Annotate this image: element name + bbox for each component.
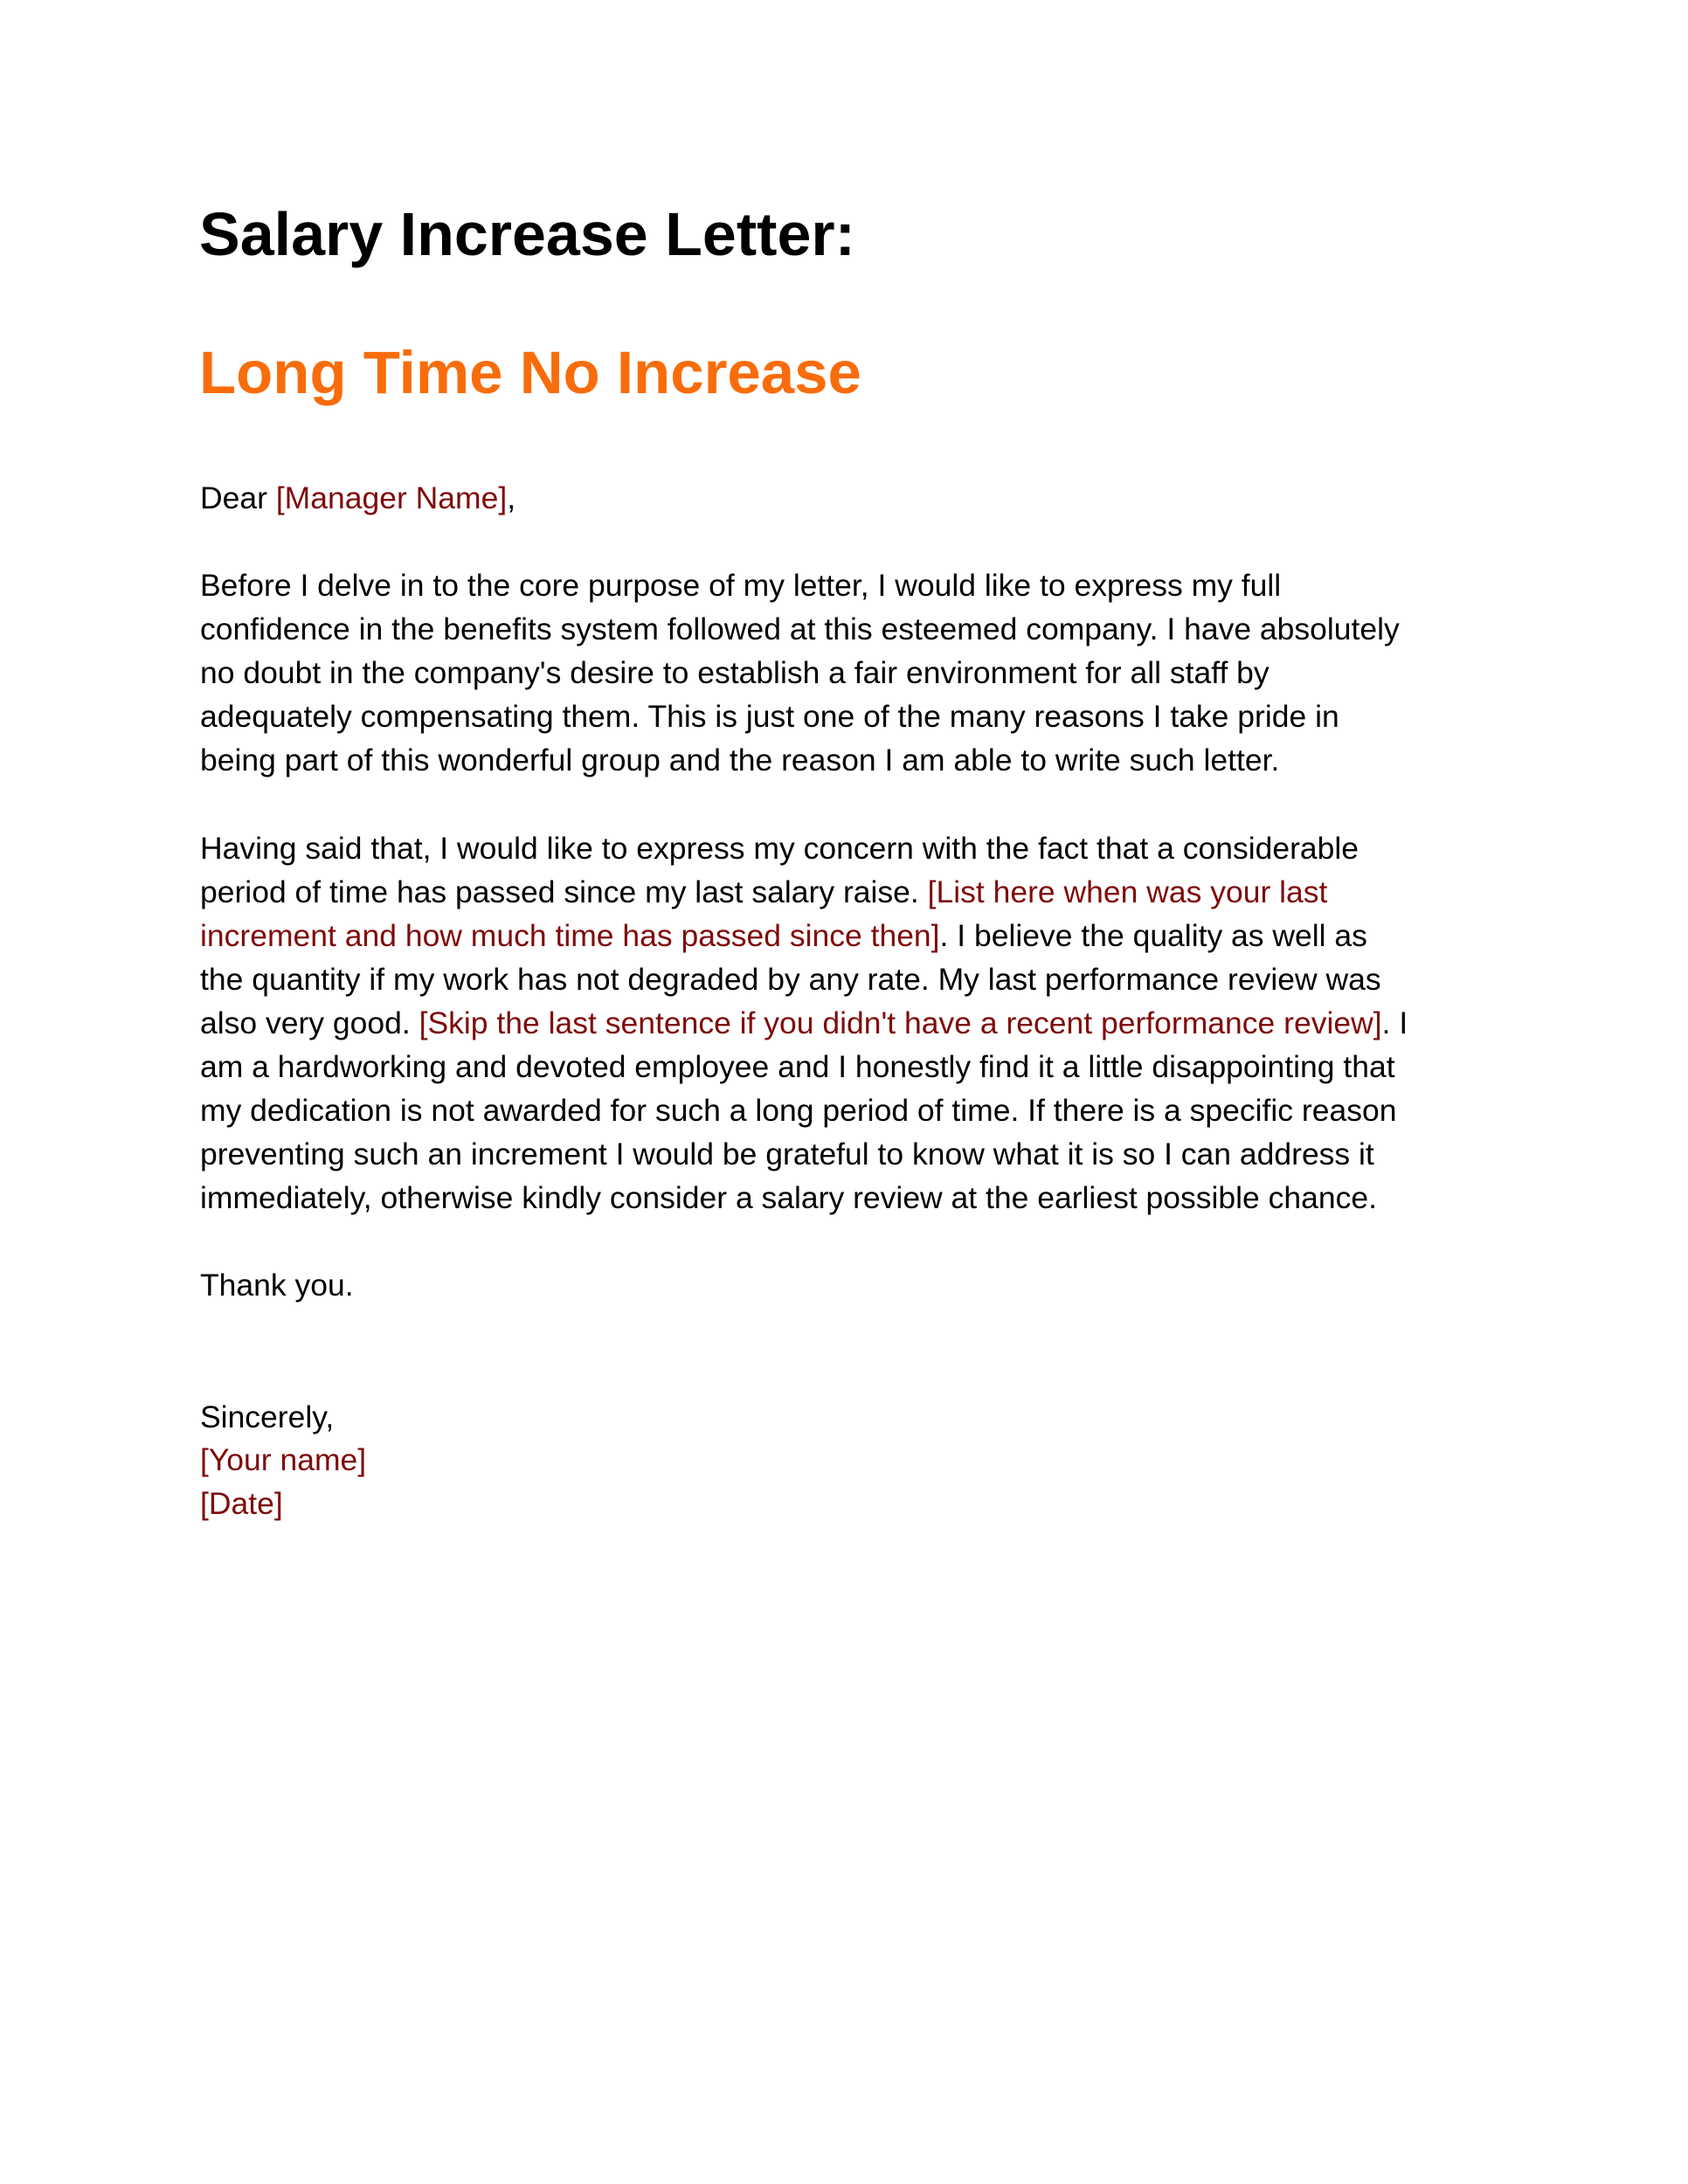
- paragraph-line: adequately compensating them. This is just one of the many reasons I take pride in: [200, 699, 1339, 734]
- signature-date-placeholder: [Date]: [200, 1486, 283, 1521]
- paragraph-line: [200, 1001, 1408, 1045]
- paragraph-line: [200, 914, 1367, 957]
- manager-name-placeholder: [Manager Name]: [275, 480, 508, 515]
- paragraph-line: being part of this wonderful group and the reason I am able to write such letter.: [200, 743, 1280, 778]
- paragraph-line: preventing such an increment I would be grateful to know what it is so I can address it: [200, 1137, 1374, 1171]
- paragraph-line: my dedication is not awarded for such a long period of time. If there is a specific reason: [200, 1093, 1397, 1128]
- document-subtitle: Long Time No Increase: [199, 339, 861, 406]
- performance-review-placeholder: [Skip the last sentence if you didn't have a recent performance review]: [419, 1006, 1382, 1040]
- paragraph-line: immediately, otherwise kindly consider a salary review at the earliest possible chance.: [200, 1180, 1377, 1215]
- document-title: Salary Increase Letter:: [199, 200, 855, 268]
- paragraph-text: also very good.: [200, 1006, 419, 1040]
- paragraph-line: no doubt in the company's desire to establish a fair environment for all staff by: [200, 655, 1269, 690]
- paragraph-line: am a hardworking and devoted employee and I honestly find it a little disappointing that: [200, 1049, 1395, 1084]
- paragraph-line: Before I delve in to the core purpose of my letter, I would like to express my full: [200, 568, 1282, 603]
- closing-line: Sincerely,: [200, 1400, 335, 1434]
- thanks-line: Thank you.: [200, 1268, 354, 1303]
- paragraph-text: . I: [1381, 1006, 1408, 1040]
- greeting-suffix: ,: [507, 480, 516, 515]
- paragraph-text: . I believe the quality as well as: [939, 918, 1367, 953]
- paragraph-line: Having said that, I would like to express my concern with the fact that a considerable: [200, 831, 1359, 866]
- greeting-prefix: Dear: [200, 480, 276, 515]
- signature-name-placeholder: [Your name]: [200, 1442, 367, 1477]
- paragraph-line: the quantity if my work has not degraded by any rate. My last performance review was: [200, 962, 1381, 997]
- paragraph-line: confidence in the benefits system followed at this esteemed company. I have absolutely: [200, 612, 1400, 646]
- greeting-line: [200, 476, 515, 520]
- last-increment-placeholder: [List here when was your last: [927, 874, 1328, 909]
- paragraph-line: [200, 870, 1327, 914]
- last-increment-placeholder-continued: increment and how much time has passed since then]: [200, 918, 940, 953]
- paragraph-text: period of time has passed since my last salary raise.: [200, 874, 928, 909]
